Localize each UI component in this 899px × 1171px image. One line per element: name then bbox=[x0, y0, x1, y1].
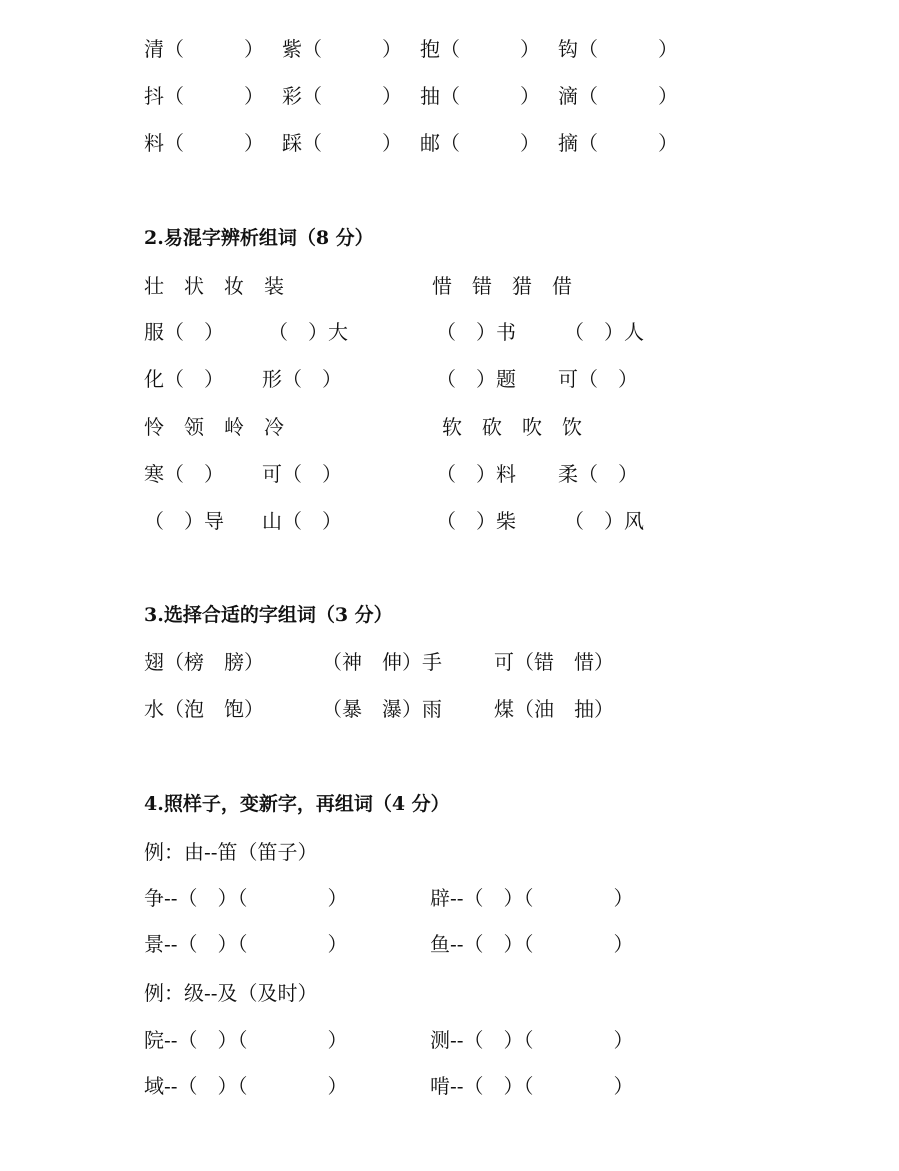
s3-cell: 翅（榜 膀） bbox=[144, 650, 264, 674]
s2-cell: （ ）题 bbox=[436, 367, 516, 391]
s2-cell: 可（ ） bbox=[558, 367, 638, 391]
s1-cell: 抱（ ） bbox=[420, 37, 540, 61]
s2-cell: （ ）人 bbox=[564, 320, 644, 344]
s2-cell: （ ）柴 bbox=[436, 509, 516, 533]
s2-cell: （ ）书 bbox=[436, 320, 516, 344]
s2-row bbox=[144, 315, 644, 349]
s4-cell: 域--（ ）（ ） bbox=[144, 1074, 348, 1098]
s2-cell: 山（ ） bbox=[262, 509, 342, 533]
s4-row bbox=[144, 927, 634, 961]
s2-row bbox=[144, 504, 644, 538]
s2-group-header-row bbox=[144, 410, 582, 444]
s2-group-d-header: 软 砍 吹 饮 bbox=[442, 415, 582, 439]
s4-cell: 辟--（ ）（ ） bbox=[430, 886, 634, 910]
s4-row bbox=[144, 1069, 634, 1103]
s1-cell: 抽（ ） bbox=[420, 84, 540, 108]
s2-row bbox=[144, 362, 638, 396]
s4-cell: 院--（ ）（ ） bbox=[144, 1028, 348, 1052]
s3-cell: 水（泡 饱） bbox=[144, 697, 264, 721]
s1-cell: 抖（ ） bbox=[144, 84, 264, 108]
s1-cell: 邮（ ） bbox=[420, 131, 540, 155]
s2-cell: （ ）导 bbox=[144, 509, 224, 533]
s4-cell: 争--（ ）（ ） bbox=[144, 886, 348, 910]
s2-group-header-row bbox=[144, 269, 572, 303]
s2-row bbox=[144, 457, 638, 491]
s4-row bbox=[144, 1023, 634, 1057]
s1-cell: 彩（ ） bbox=[282, 84, 402, 108]
section3-title: 3.选择合适的字组词（3 分） bbox=[144, 604, 393, 626]
s1-cell: 摘（ ） bbox=[558, 131, 678, 155]
s2-group-a-header: 壮 状 妆 装 bbox=[144, 274, 284, 298]
s1-cell: 踩（ ） bbox=[282, 131, 402, 155]
s4-example: 例：级--及（及时） bbox=[144, 981, 318, 1005]
s2-cell: （ ）风 bbox=[564, 509, 644, 533]
s1-row bbox=[144, 32, 678, 66]
s2-group-c-header: 怜 领 岭 冷 bbox=[144, 415, 284, 439]
s1-cell: 清（ ） bbox=[144, 37, 264, 61]
s4-cell: 啃--（ ）（ ） bbox=[430, 1074, 634, 1098]
s3-cell: （神 伸）手 bbox=[322, 650, 442, 674]
s4-example: 例：由--笛（笛子） bbox=[144, 840, 318, 864]
section2-title: 2.易混字辨析组词（8 分） bbox=[144, 227, 374, 249]
s2-cell: 可（ ） bbox=[262, 462, 342, 486]
s1-cell: 钩（ ） bbox=[558, 37, 678, 61]
s4-row bbox=[144, 881, 634, 915]
s4-cell: 鱼--（ ）（ ） bbox=[430, 932, 634, 956]
s4-cell: 测--（ ）（ ） bbox=[430, 1028, 634, 1052]
s1-cell: 紫（ ） bbox=[282, 37, 402, 61]
s3-row bbox=[144, 692, 614, 726]
s3-row bbox=[144, 645, 614, 679]
s1-cell: 料（ ） bbox=[144, 131, 264, 155]
s2-cell: 柔（ ） bbox=[558, 462, 638, 486]
s3-cell: 煤（油 抽） bbox=[494, 697, 614, 721]
s2-cell: 形（ ） bbox=[262, 367, 342, 391]
s1-row bbox=[144, 79, 678, 113]
s2-cell: 化（ ） bbox=[144, 367, 224, 391]
s2-cell: 服（ ） bbox=[144, 320, 224, 344]
s1-row bbox=[144, 126, 678, 160]
s2-cell: （ ）大 bbox=[268, 320, 348, 344]
s3-cell: （暴 瀑）雨 bbox=[322, 697, 442, 721]
s2-group-b-header: 惜 错 猎 借 bbox=[432, 274, 572, 298]
s4-cell: 景--（ ）（ ） bbox=[144, 932, 348, 956]
s3-cell: 可（错 惜） bbox=[494, 650, 614, 674]
s2-cell: （ ）料 bbox=[436, 462, 516, 486]
s2-cell: 寒（ ） bbox=[144, 462, 224, 486]
section4-title: 4.照样子，变新字，再组词（4 分） bbox=[144, 793, 450, 815]
s1-cell: 滴（ ） bbox=[558, 84, 678, 108]
